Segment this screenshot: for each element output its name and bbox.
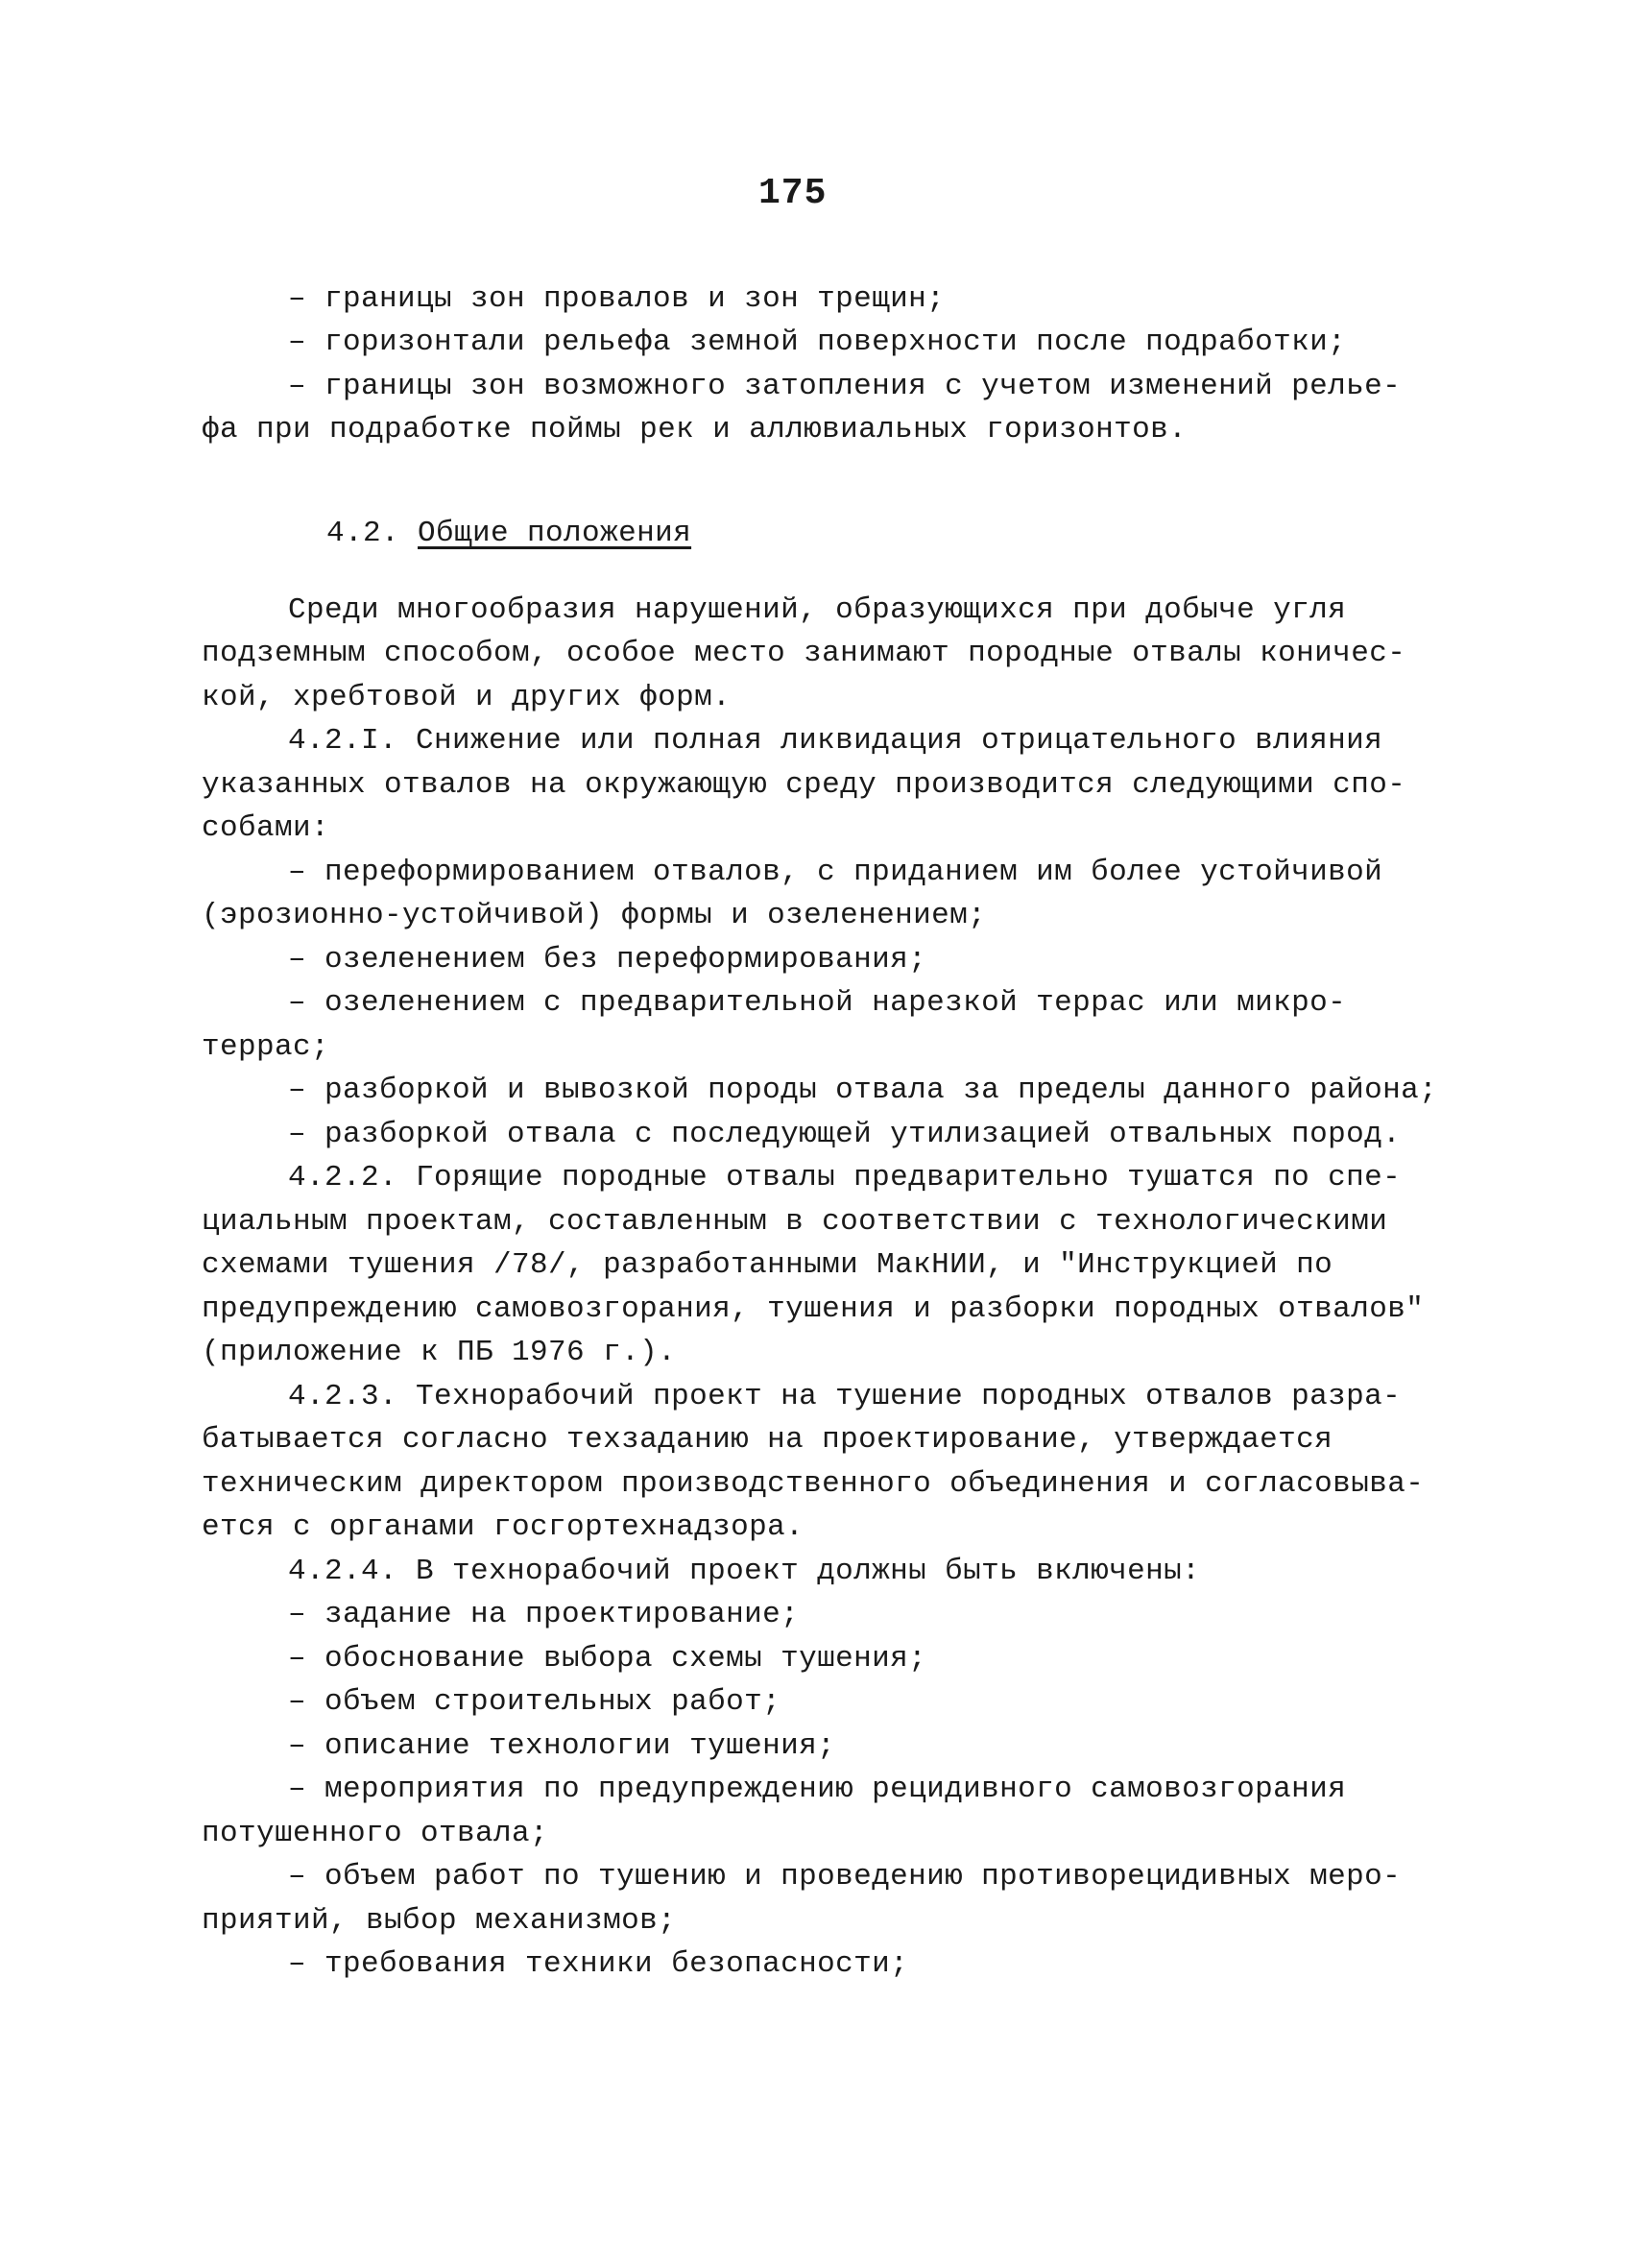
text-line: подземным способом, особое место занимают породные отвалы коничес-	[202, 637, 1406, 670]
text-line: (эрозионно-устойчивой) формы и озеленением;	[202, 899, 987, 932]
list-item: – озеленением с предварительной нарезкой террас или микро-	[288, 986, 1347, 1020]
list-item: – мероприятия по предупреждению рецидивного самовозгорания	[288, 1773, 1347, 1806]
list-item: – обоснование выбора схемы тушения;	[288, 1642, 927, 1676]
text-line: собами:	[202, 811, 330, 845]
list-item: – объем строительных работ;	[288, 1685, 781, 1719]
list-item: – требования техники безопасности;	[288, 1947, 909, 1981]
text-line: потушенного отвала;	[202, 1817, 549, 1850]
list-item: – переформированием отвалов, с приданием им более устойчивой	[288, 856, 1383, 889]
list-item: – описание технологии тушения;	[288, 1729, 836, 1763]
text-line: батывается согласно техзаданию на проектирование, утверждается	[202, 1423, 1333, 1457]
text-line: указанных отвалов на окружающую среду производится следующими спо-	[202, 768, 1406, 802]
text-line: схемами тушения /78/, разработанными МакНИИ, и "Инструкцией по	[202, 1248, 1333, 1282]
text-line: Среди многообразия нарушений, образующихся при добыче угля	[288, 593, 1347, 627]
text-line: кой, хребтовой и других форм.	[202, 681, 732, 714]
paragraph-4-2-2: 4.2.2. Горящие породные отвалы предварительно тушатся по спе-	[288, 1161, 1402, 1194]
section-heading	[326, 515, 691, 553]
list-item: – объем работ по тушению и проведению противорецидивных меро-	[288, 1860, 1402, 1894]
list-item: – горизонтали рельефа земной поверхности после подработки;	[288, 326, 1347, 359]
text-line: (приложение к ПБ 1976 г.).	[202, 1336, 677, 1369]
paragraph-4-2-4: 4.2.4. В технорабочий проект должны быть включены:	[288, 1555, 1201, 1588]
list-item: – разборкой отвала с последующей утилизацией отвальных пород.	[288, 1118, 1402, 1151]
list-item: – границы зон возможного затопления с учетом изменений релье-	[288, 370, 1402, 403]
text-line: техническим директором производственного объединения и согласовыва-	[202, 1467, 1425, 1501]
text-line: ется с органами госгортехнадзора.	[202, 1510, 804, 1544]
text-line: циальным проектам, составленным в соответствии с технологическими	[202, 1205, 1388, 1239]
list-item: – границы зон провалов и зон трещин;	[288, 282, 946, 316]
page-number: 175	[758, 173, 828, 214]
section-title: Общие положения	[418, 517, 692, 550]
text-line: фа при подработке поймы рек и аллювиальных горизонтов.	[202, 413, 1188, 446]
paragraph-4-2-3: 4.2.3. Технорабочий проект на тушение породных отвалов разра-	[288, 1380, 1402, 1413]
list-item: – задание на проектирование;	[288, 1598, 800, 1631]
text-line: террас;	[202, 1030, 330, 1064]
paragraph-4-2-1: 4.2.I. Снижение или полная ликвидация отрицательного влияния	[288, 724, 1383, 758]
text-line: предупреждению самовозгорания, тушения и разборки породных отвалов"	[202, 1292, 1425, 1326]
section-number: 4.2.	[326, 517, 400, 550]
text-line: приятий, выбор механизмов;	[202, 1904, 677, 1938]
list-item: – озеленением без переформирования;	[288, 943, 927, 977]
list-item: – разборкой и вывозкой породы отвала за пределы данного района;	[288, 1074, 1438, 1107]
